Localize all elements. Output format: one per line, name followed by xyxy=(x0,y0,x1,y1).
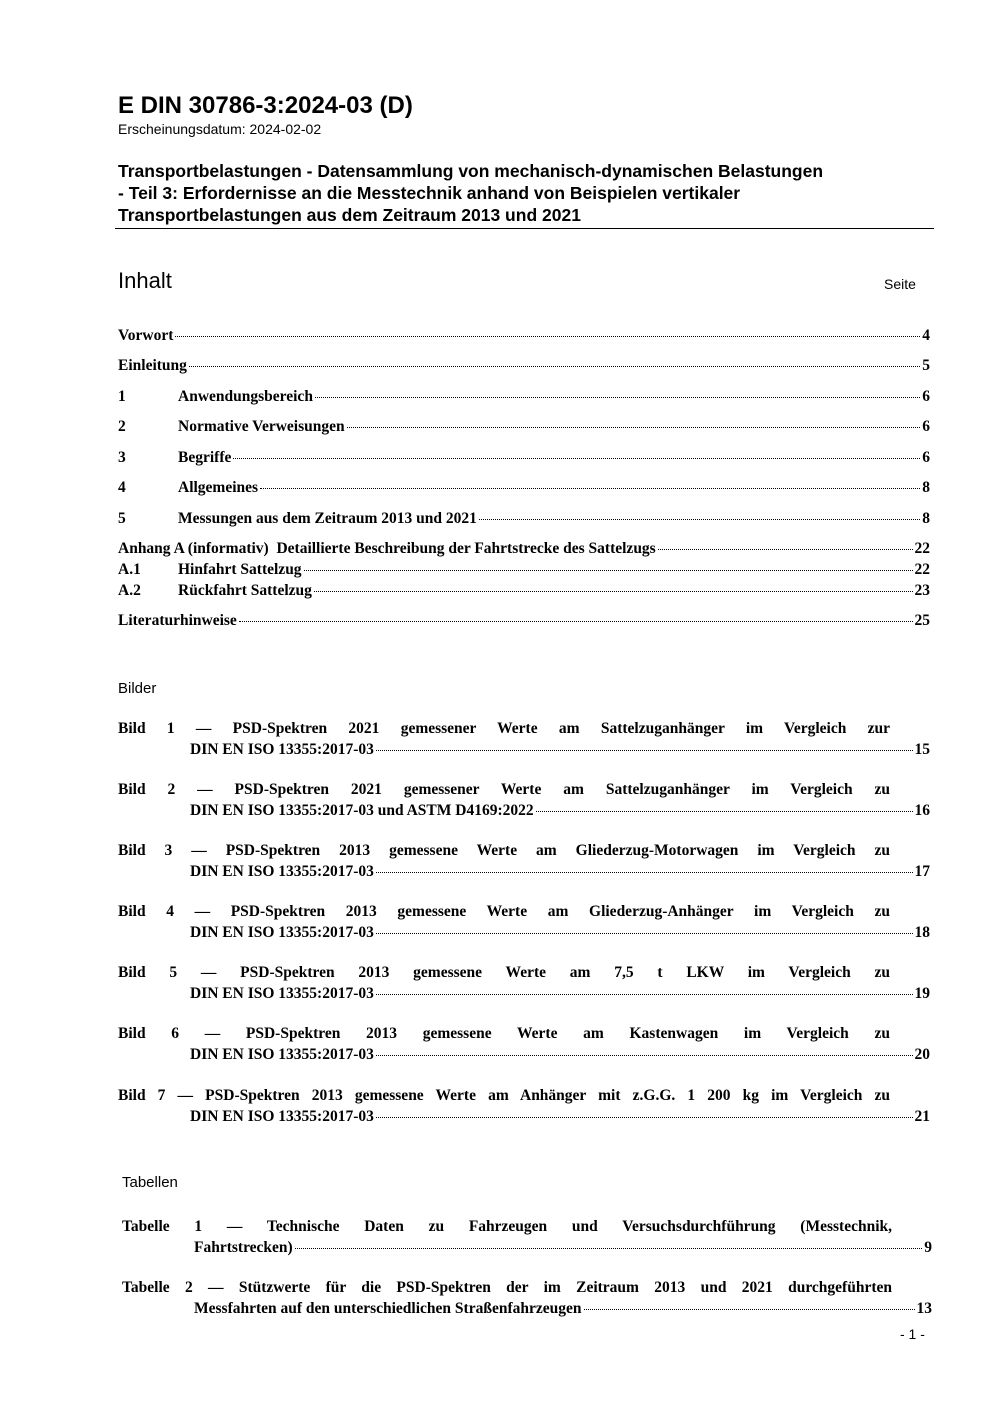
toc-entry-title: Anwendungsbereich xyxy=(178,388,313,405)
tables-heading: Tabellen xyxy=(122,1174,178,1191)
figure-entry-caption: Bild 3 — PSD-Spektren 2013 gemessene Werte am Gliederzug-Motorwagen im Vergleich zu xyxy=(118,842,890,859)
table-entry[interactable] xyxy=(122,1216,932,1258)
toc-entry-title: Einleitung xyxy=(118,357,187,374)
toc-entry[interactable] xyxy=(118,581,930,601)
toc-leader xyxy=(314,591,913,592)
toc-entry-title: Allgemeines xyxy=(178,479,259,496)
figure-entry-page: 15 xyxy=(914,741,930,758)
table-entry-continuation: Messfahrten auf den unterschiedlichen Straßenfahrzeugen xyxy=(194,1300,582,1317)
toc-entry-title: Normative Verweisungen xyxy=(178,418,345,435)
toc-leader xyxy=(260,488,920,489)
toc-leader xyxy=(189,366,920,367)
toc-entry-page: 6 xyxy=(922,449,930,466)
toc-entry[interactable] xyxy=(118,509,930,529)
figure-entry[interactable] xyxy=(118,718,930,760)
title-line: Transportbelastungen aus dem Zeitraum 2013 und 2021 xyxy=(118,205,581,225)
toc-leader xyxy=(584,1309,915,1310)
toc-leader xyxy=(376,750,913,751)
figure-entry-page: 17 xyxy=(914,863,930,880)
toc-entry-title: Anhang A (informativ) Detaillierte Beschreibung der Fahrtstrecke des Sattelzugs xyxy=(118,540,656,557)
table-entry-page: 13 xyxy=(916,1300,932,1317)
figure-entry-caption: Bild 4 — PSD-Spektren 2013 gemessene Werte am Gliederzug-Anhänger im Vergleich zu xyxy=(118,903,890,920)
figure-entry-caption: Bild 1 — PSD-Spektren 2021 gemessener Werte am Sattelzuganhänger im Vergleich zur xyxy=(118,720,890,737)
title-line: Transportbelastungen - Datensammlung von mechanisch-dynamischen Belastungen xyxy=(118,161,824,181)
toc-entry-page: 6 xyxy=(922,388,930,405)
title-divider xyxy=(115,228,934,229)
title-line: - Teil 3: Erfordernisse an die Messtechnik anhand von Beispielen vertikaler xyxy=(118,183,741,203)
figure-entry[interactable] xyxy=(118,962,930,1004)
figure-entry-reference: DIN EN ISO 13355:2017-03 xyxy=(190,863,374,880)
publication-date: Erscheinungsdatum: 2024-02-02 xyxy=(118,121,322,137)
toc-entry-number: 5 xyxy=(118,510,126,527)
figure-entry-page: 19 xyxy=(914,985,930,1002)
table-entry-continuation: Fahrtstrecken) xyxy=(194,1239,293,1256)
figure-entry[interactable] xyxy=(118,779,930,821)
figure-entry-reference: DIN EN ISO 13355:2017-03 xyxy=(190,1108,374,1125)
figure-entry-caption: Bild 5 — PSD-Spektren 2013 gemessene Werte am 7,5 t LKW im Vergleich zu xyxy=(118,964,890,981)
figure-entry-page: 18 xyxy=(914,924,930,941)
figure-entry-page: 21 xyxy=(914,1108,930,1125)
figure-entry-caption: Bild 6 — PSD-Spektren 2013 gemessene Werte am Kastenwagen im Vergleich zu xyxy=(118,1025,890,1042)
toc-entry-page: 6 xyxy=(922,418,930,435)
toc-page-column-header: Seite xyxy=(884,276,916,292)
figure-entry-caption: Bild 2 — PSD-Spektren 2021 gemessener Werte am Sattelzuganhänger im Vergleich zu xyxy=(118,781,890,798)
figure-entry-page: 16 xyxy=(914,802,930,819)
table-entry-caption: Tabelle 2 — Stützwerte für die PSD-Spektren der im Zeitraum 2013 und 2021 durchgeführten xyxy=(122,1279,892,1296)
toc-entry-title: Rückfahrt Sattelzug xyxy=(178,582,312,599)
figure-entry-reference: DIN EN ISO 13355:2017-03 xyxy=(190,924,374,941)
toc-leader xyxy=(376,994,913,995)
toc-entry[interactable] xyxy=(118,417,930,437)
toc-leader xyxy=(376,872,913,873)
toc-entry-page: 22 xyxy=(914,561,930,578)
page-number: - 1 - xyxy=(900,1326,925,1342)
toc-heading: Inhalt xyxy=(118,268,172,293)
figure-entry[interactable] xyxy=(118,901,930,943)
toc-entry-number: A.2 xyxy=(118,582,141,599)
toc-entry-page: 5 xyxy=(922,357,930,374)
toc-entry-page: 25 xyxy=(914,612,930,629)
toc-leader xyxy=(233,458,920,459)
toc-entry[interactable] xyxy=(118,560,930,580)
toc-entry-title: Vorwort xyxy=(118,327,174,344)
table-entry-page: 9 xyxy=(924,1239,932,1256)
toc-entry-title: Hinfahrt Sattelzug xyxy=(178,561,302,578)
figure-entry-page: 20 xyxy=(914,1046,930,1063)
table-entry[interactable] xyxy=(122,1277,932,1319)
toc-leader xyxy=(479,519,920,520)
figure-entry[interactable] xyxy=(118,1023,930,1065)
toc-entry[interactable] xyxy=(118,478,930,498)
figure-entry[interactable] xyxy=(118,840,930,882)
toc-entry-title: Literaturhinweise xyxy=(118,612,237,629)
toc-entry-number: A.1 xyxy=(118,561,141,578)
toc-leader xyxy=(376,933,913,934)
toc-entry-page: 4 xyxy=(922,327,930,344)
toc-entry-page: 8 xyxy=(922,510,930,527)
figure-entry-reference: DIN EN ISO 13355:2017-03 und ASTM D4169:2022 xyxy=(190,802,534,819)
toc-entry-page: 23 xyxy=(914,582,930,599)
toc-leader xyxy=(376,1117,913,1118)
toc-entry[interactable] xyxy=(118,611,930,631)
toc-leader xyxy=(376,1055,913,1056)
toc-leader xyxy=(658,549,913,550)
toc-entry-title: Begriffe xyxy=(178,449,232,466)
toc-leader xyxy=(347,427,921,428)
toc-entry-title: Messungen aus dem Zeitraum 2013 und 2021 xyxy=(178,510,477,527)
figure-entry-reference: DIN EN ISO 13355:2017-03 xyxy=(190,741,374,758)
toc-entry-page: 22 xyxy=(914,540,930,557)
figure-entry-reference: DIN EN ISO 13355:2017-03 xyxy=(190,985,374,1002)
toc-entry-number: 1 xyxy=(118,388,126,405)
toc-entry-number: 2 xyxy=(118,418,126,435)
toc-entry-page: 8 xyxy=(922,479,930,496)
toc-entry[interactable] xyxy=(118,356,930,376)
toc-leader xyxy=(239,621,913,622)
toc-entry-number: 3 xyxy=(118,449,126,466)
figure-entry-caption: Bild 7 — PSD-Spektren 2013 gemessene Werte am Anhänger mit z.G.G. 1 200 kg im Vergleich zu xyxy=(118,1087,890,1104)
document-id: E DIN 30786-3:2024-03 (D) xyxy=(118,92,413,119)
toc-entry[interactable] xyxy=(118,539,930,559)
toc-entry[interactable] xyxy=(118,326,930,346)
toc-entry-number: 4 xyxy=(118,479,126,496)
toc-leader xyxy=(315,397,920,398)
figure-entry-reference: DIN EN ISO 13355:2017-03 xyxy=(190,1046,374,1063)
toc-leader xyxy=(175,336,920,337)
document-title xyxy=(118,160,933,226)
figures-heading: Bilder xyxy=(118,680,157,697)
toc-entry[interactable] xyxy=(118,448,930,468)
table-entry-caption: Tabelle 1 — Technische Daten zu Fahrzeugen und Versuchsdurchführung (Messtechnik, xyxy=(122,1218,892,1235)
toc-leader xyxy=(295,1248,923,1249)
toc-leader xyxy=(536,811,913,812)
toc-leader xyxy=(304,570,913,571)
figure-entry[interactable] xyxy=(118,1085,930,1127)
toc-entry[interactable] xyxy=(118,387,930,407)
